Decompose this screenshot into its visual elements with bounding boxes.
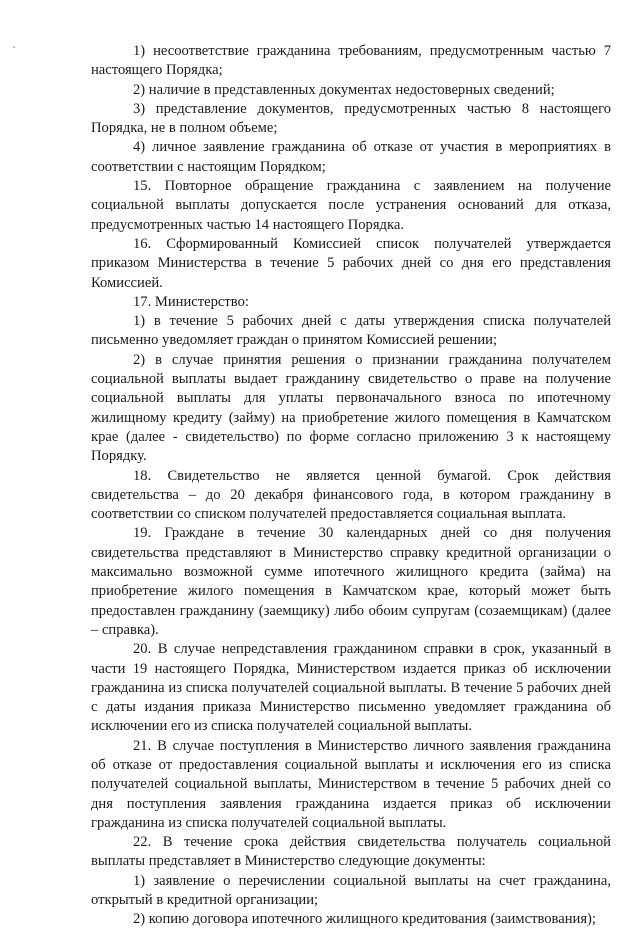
paragraph-item-3-incomplete-docs: 3) представление документов, предусмотренных частью 8 настоящего Порядка, не в полном объеме; bbox=[91, 100, 611, 137]
paragraph-section-17-item-1: 1) в течение 5 рабочих дней с даты утверждения списка получателей письменно уведомляет граждан о принятом Комиссией решении; bbox=[91, 313, 611, 349]
paragraph-item-4-refusal-statement: 4) личное заявление гражданина об отказе от участия в мероприятиях в соответствии с настоящим Порядком; bbox=[91, 139, 611, 175]
scan-artifact-dot bbox=[13, 46, 15, 48]
paragraph-section-18: 18. Свидетельство не является ценной бумагой. Срок действия свидетельства – до 20 декабря финансового года, в котором гражданину в соответствии со списком получателей предоставляется социальная выплата. bbox=[91, 467, 611, 523]
document-body bbox=[91, 42, 611, 930]
paragraph-section-17-heading: 17. Министерство: bbox=[133, 293, 249, 310]
paragraph-section-15: 15. Повторное обращение гражданина с заявлением на получение социальной выплаты допускается после устранения оснований для отказа, предусмотренных частью 14 настоящего Порядка. bbox=[91, 178, 611, 233]
paragraph-section-19: 19. Граждане в течение 30 календарных дней со дня получения свидетельства представляют в Министерство справку кредитной организации о максимально возможной сумме ипотечного жилищного кредита (займа) на приобретение жилого помещения в Камчатском крае, который может быть предоставлен гражданину (заемщику) либо обоим супругам (созаемщикам) (далее – справка). bbox=[91, 525, 611, 638]
paragraph-section-16: 16. Сформированный Комиссией список получателей утверждается приказом Министерства в течение 5 рабочих дней со дня его представления Комиссией. bbox=[91, 235, 611, 291]
paragraph-section-22-item-1: 1) заявление о перечислении социальной выплаты на счет гражданина, открытый в кредитной организации; bbox=[91, 872, 611, 909]
paragraph-section-22-item-2: 2) копию договора ипотечного жилищного кредитования (заимствования); bbox=[133, 911, 596, 928]
paragraph-section-22: 22. В течение срока действия свидетельства получатель социальной выплаты представляет в Министерство следующие документы: bbox=[91, 834, 611, 870]
paragraph-section-17-item-2: 2) в случае принятия решения о признании гражданина получателем социальной выплаты выдает гражданину свидетельство о праве на получение социальной выплаты для уплаты первоначального взноса по ипотечному жилищному кредиту (займу) на приобретение жилого помещения в Камчатском крае (далее - свидетельство) по форме согласно приложению 3 к настоящему Порядку. bbox=[91, 351, 611, 465]
paragraph-item-2-false-info: 2) наличие в представленных документах недостоверных сведений; bbox=[133, 81, 555, 98]
paragraph-section-20: 20. В случае непредставления гражданином справки в срок, указанный в части 19 настоящего Порядка, Министерством издается приказ об исключении гражданина из списка получателей социальной выплаты. В течение 5 рабочих дней с даты издания приказа Министерство письменно уведомляет гражданина об исключении его из списка получателей социальной выплаты. bbox=[91, 641, 611, 735]
paragraph-section-21: 21. В случае поступления в Министерство личного заявления гражданина об отказе от предоставления социальной выплаты и исключения его из списка получателей социальной выплаты, Министерством в течение 5 рабочих дней со дня поступления заявления гражданина издается приказ об исключении гражданина из списка получателей социальной выплаты. bbox=[91, 737, 611, 831]
paragraph-item-1-nonconformity: 1) несоответствие гражданина требованиям, предусмотренным частью 7 настоящего Порядка; bbox=[91, 43, 611, 79]
